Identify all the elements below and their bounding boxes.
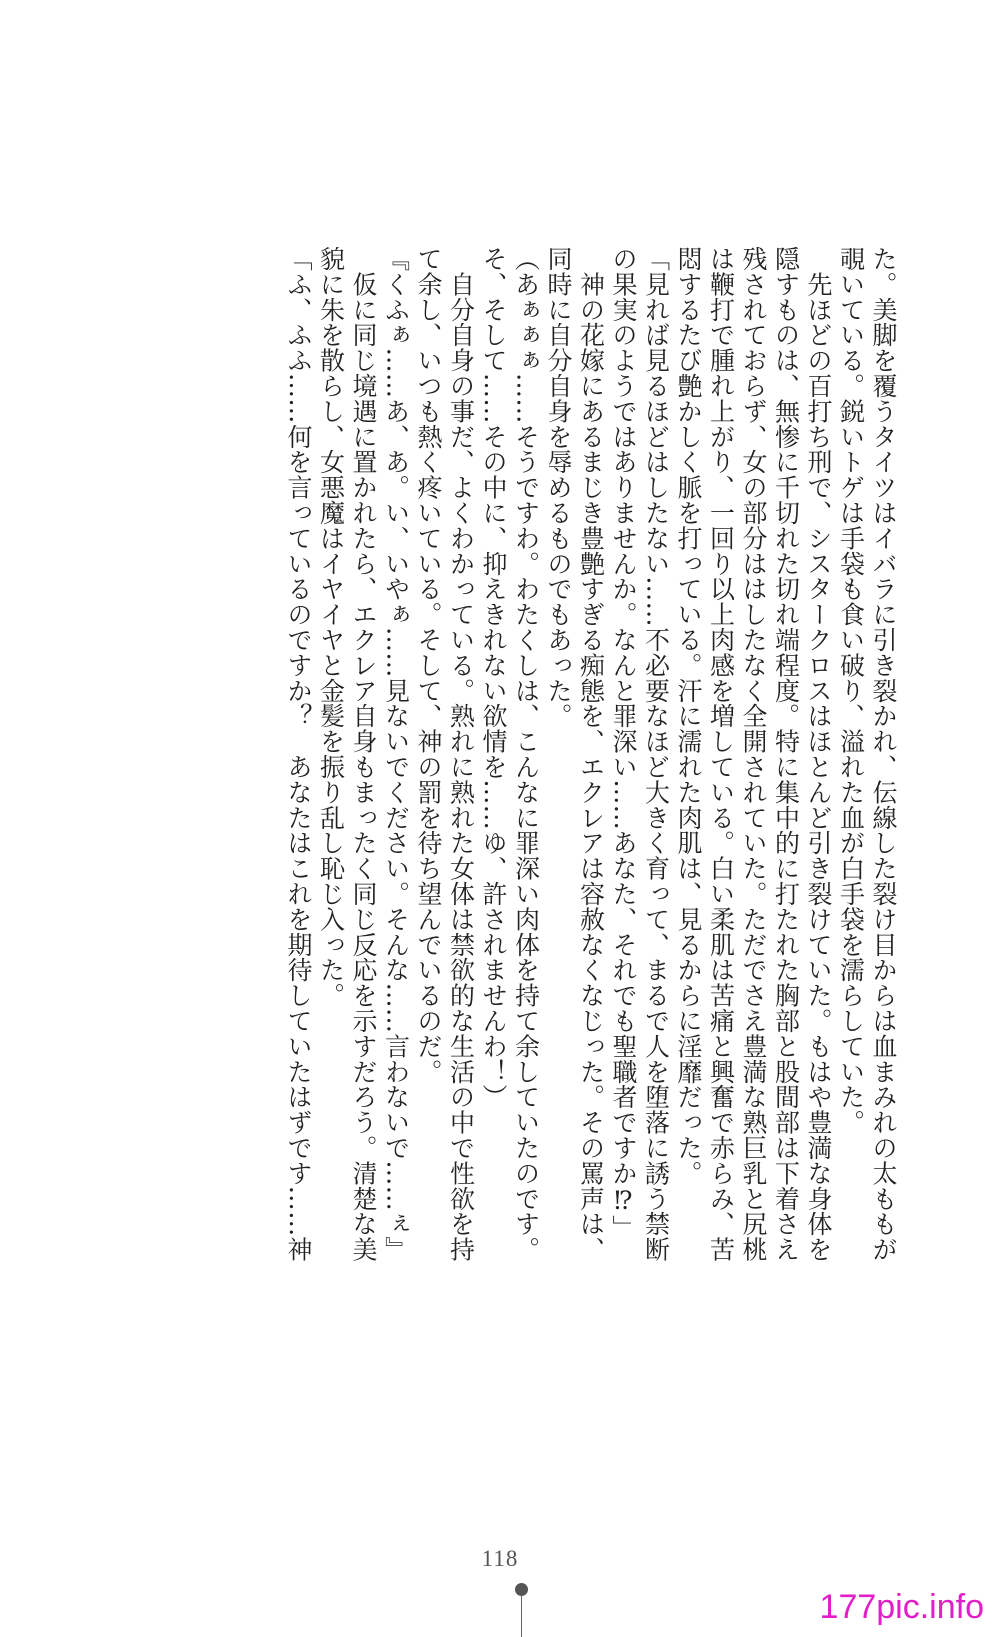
page-number: 118 [481,1546,519,1571]
text-line: は鞭打で腫れ上がり、一回り以上肉感を増している。白い柔肌は苦痛と興奮で赤らみ、苦 [706,246,736,1262]
text-line: 同時に自分自身を辱めるものでもあった。 [544,246,573,729]
text-line: た。美脚を覆うタイツはイバラに引き裂かれ、伝線した裂け目からは血まみれの太ももが [869,246,898,1262]
text-line: 悶するたび艶かしく脈を打っている。汗に濡れた肉肌は、見るからに淫靡だった。 [674,246,703,1186]
text-line: 覗いている。鋭いトゲは手袋も食い破り、溢れた血が白手袋を濡らしていた。 [836,246,866,1135]
text-line: （あぁぁぁ……そうですわ。わたくしは、こんなに罪深い肉体を持て余していたのです。 [511,246,541,1262]
text-line: 自分自身の事だ、よくわかっている。熟れに熟れた女体は禁欲的な生活の中で性欲を持 [446,246,476,1262]
text-line: 『くふぁ……あ、あ。い、いやぁ……見ないでください。そんな……言わないで……ぇ』 [381,246,411,1262]
watermark: 177pic.info [819,1588,984,1626]
text-line: 「ふ、ふふ……何を言っているのですか？ あなたはこれを期待していたはずです……神 [284,246,313,1262]
text-line: 貌に朱を散らし、女悪魔はイヤイヤと金髪を振り乱し恥じ入った。 [316,246,346,1008]
page-marker-thread [521,1595,522,1637]
text-line: の果実のようではありませんか。なんと罪深い……あなた、それでも聖職者ですか⁉」 [609,246,638,1241]
text-line: 先ほどの百打ち刑で、シスタークロスはほとんど引き裂けていた。もはや豊満な身体を [804,246,833,1262]
text-line: 仮に同じ境遇に置かれたら、エクレア自身もまったく同じ反応を示すだろう。清楚な美 [349,246,378,1262]
text-line: 隠すものは、無惨に千切れた切れ端程度。特に集中的に打たれた胸部と股間部は下着さえ [771,246,801,1262]
text-line: て余し、いつも熱く疼いている。そして、神の罰を待ち望んでいるのだ。 [414,246,443,1085]
body-text [135,246,899,1366]
text-line: 「見れば見るほどはしたない……不必要なほど大きく育って、まるで人を堕落に誘う禁断 [641,246,671,1262]
text-line: 神の花嫁にあるまじき豊艶すぎる痴態を、エクレアは容赦なくなじった。その罵声は、 [576,246,606,1262]
text-line: 残されておらず、女の部分ははしたなく全開されていた。ただでさえ豊満な熟巨乳と尻桃 [739,246,768,1262]
text-line: そ、そして……その中に、抑えきれない欲情を……ゆ、許されませんわ！） [479,246,508,1110]
